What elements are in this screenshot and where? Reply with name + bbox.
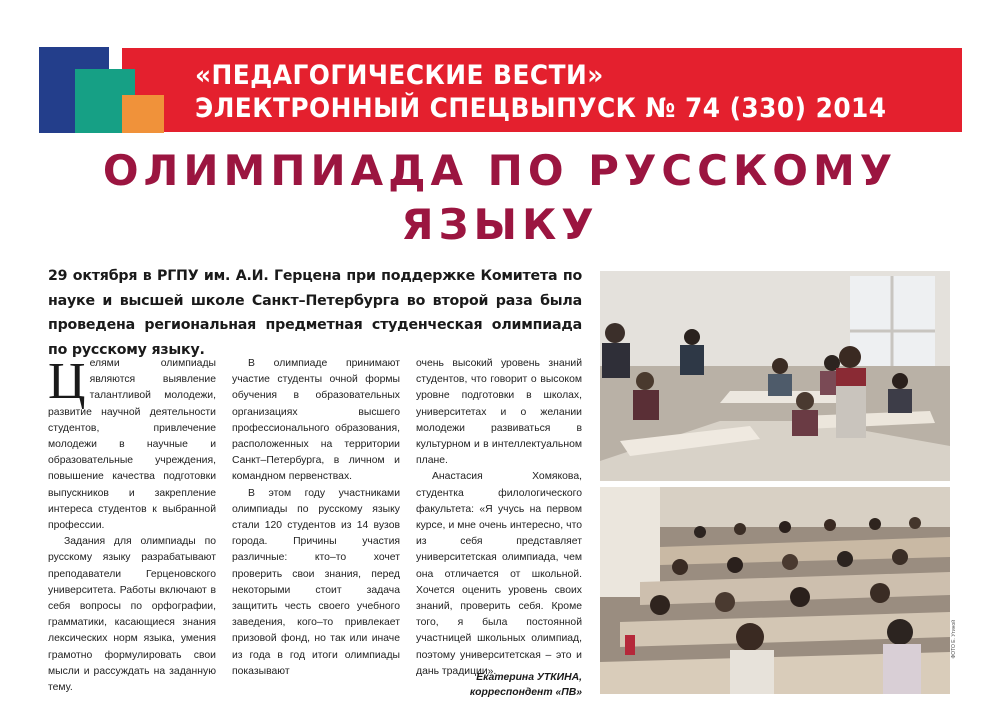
article-title-line2: ЯЗЫКУ [401,200,599,249]
paragraph: Задания для олимпиады по русскому языку разрабатывают преподаватели Герценовского университета. Работы включают в себя вопросы по орфографии, грамматики, касающиеся знания лексических норм языка, умения грамотно формулировать свои мысли и рассуждать на заданную тему. [48,536,216,694]
issue-line: ЭЛЕКТРОННЫЙ СПЕЦВЫПУСК № 74 (330) 2014 [195,93,887,124]
paragraph [48,353,216,534]
article-column-3 [416,356,582,680]
author-signature [416,670,582,700]
logo-square-orange [122,95,164,133]
article-column-2 [232,356,400,680]
author-role: корреспондент «ПВ» [469,687,582,698]
paragraph: В этом году участниками олимпиады по русскому языку стали 120 студентов из 14 вузов города. Причины участия различные: кто–то хочет проверить свои знания, перед некоторыми стоит задача защитить честь своего учебного заведения, кого–то привлекает призовой фонд, но так или иначе из года в год итоги олимпиады показывают [232,487,400,677]
classroom-photo-2 [600,487,950,694]
paragraph: Анастасия Хомякова, студентка филологического факультета: «Я учусь на первом курсе, и мне очень интересно, что из себя представляет университетская олимпиада, чем она отличается от школьной. Хочется оценить уровень своих знаний, проверить себя. Кроме того, я была постоянной участницей школьных олимпиад, поэтому университетская – это и дань традиции». [416,471,582,677]
author-name: Екатерина УТКИНА, [476,672,582,683]
classroom-photo-1 [600,271,950,481]
dropcap: Ц [48,353,86,410]
article-title-line1: ОЛИМПИАДА ПО РУССКОМУ [102,146,898,195]
classroom-photo-2-image [600,487,950,694]
photo-credit: ФОТО Е. Утиной [951,620,957,659]
article-lead: 29 октября в РГПУ им. А.И. Герцена при поддержке Комитета по науке и высшей школе Санкт–Петербурга во второй раза была проведена региональная предметная студенческая олимпиада по русскому языку. [48,268,582,358]
classroom-photo-1-image [600,271,950,481]
newspaper-name: «ПЕДАГОГИЧЕСКИЕ ВЕСТИ» [195,60,604,91]
paragraph-text: елями олимпиады являются выявление талантливой молодежи, развитие научной деятельности студентов, привлечение молодежи в научные и образовательные учреждения, повышение качества подготовки выпускников и закрепление интереса студентов к выбранной профессии. [48,358,216,532]
article-column-1 [48,353,216,696]
paragraph: очень высокий уровень знаний студентов, что говорит о высоком уровне подготовки в школах, университетах и о желании молодежи развиваться в культурном и в интеллектуальном плане. [416,358,582,467]
paragraph: В олимпиаде принимают участие студенты очной формы обучения в образовательных организациях высшего профессионального образования, расположенных на территории Санкт–Петербурга, в личном и командном первенствах. [232,358,400,483]
